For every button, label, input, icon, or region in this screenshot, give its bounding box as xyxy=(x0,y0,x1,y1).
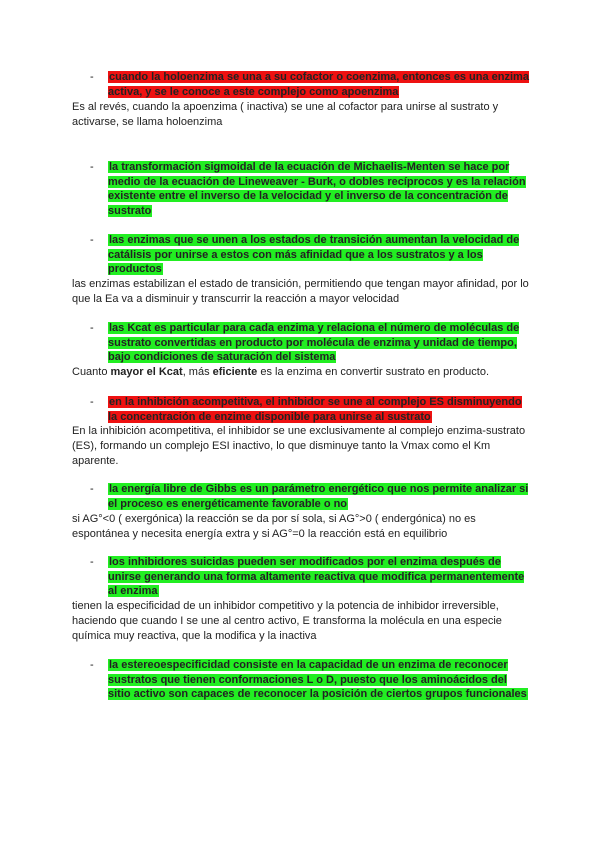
answer-text-7: tienen la especificidad de un inhibidor competitivo y la potencia de inhibidor irreversible, haciendo que cuando I se une al centro activo, E transforma la molécula en una especie química muy reactiva, que la modifica y la inactiva xyxy=(72,600,502,642)
statement-text-true xyxy=(108,160,530,218)
highlighted-statement: cuando la holoenzima se una a su cofactor o coenzima, entonces es una enzima activa, y se le conoce a este complejo como apoenzima xyxy=(108,71,529,98)
list-dash: - xyxy=(90,483,94,495)
list-dash: - xyxy=(90,234,94,246)
list-dash: - xyxy=(90,659,94,671)
answer-part: Cuanto xyxy=(72,366,111,378)
list-dash: - xyxy=(90,396,94,408)
statement-text-false xyxy=(108,395,530,424)
answer-text-3: las enzimas estabilizan el estado de transición, permitiendo que tengan mayor afinidad, por lo que la Ea va a disminuir y transcurrir la reacción a mayor velocidad xyxy=(72,278,529,305)
list-dash: - xyxy=(90,322,94,334)
answer-bold-kcat: mayor el Kcat xyxy=(110,366,183,378)
answer-text-4 xyxy=(72,365,532,380)
answer-text-1: Es al revés, cuando la apoenzima ( inactiva) se une al cofactor para unirse al sustrato y activarse, se llama holoenzima xyxy=(72,101,499,128)
highlighted-statement: la estereoespecificidad consiste en la capacidad de un enzima de reconocer sustratos que tienen conformaciones L o D, puesto que los aminoácidos del sitio activo son capaces de reconocer la posición de ciertos grupos funcionales xyxy=(108,659,527,700)
statement-text-false xyxy=(108,70,530,99)
statement-text-true xyxy=(108,321,530,365)
highlighted-statement: en la inhibición acompetitiva, el inhibidor se une al complejo ES disminuyendo la concentración de enzime disponible para unirse al sustrato xyxy=(108,396,522,423)
statement-text-true xyxy=(108,233,530,277)
list-dash: - xyxy=(90,161,94,173)
list-dash: - xyxy=(90,556,94,568)
answer-part: es la enzima en convertir sustrato en producto. xyxy=(257,366,490,378)
answer-bold-eficiente: eficiente xyxy=(212,366,258,378)
answer-text-5: En la inhibición acompetitiva, el inhibidor se une exclusivamente al complejo enzima-sustrato (ES), formando un complejo ESI inactivo, lo que disminuye tanto la Vmax como el Km aparente. xyxy=(72,425,526,467)
statement-text-true xyxy=(108,658,530,702)
highlighted-statement: la transformación sigmoidal de la ecuación de Michaelis-Menten se hace por medio de la ecuación de Lineweaver - Burk, o dobles recíprocos y es la relación existente entre el inverso de la velocidad y el inverso de la concentración de sustrato xyxy=(108,161,526,217)
answer-text-6: si AG°<0 ( exergónica) la reacción se da por sí sola, si AG°>0 ( endergónica) no es espontánea y necesita energía extra y si AG°=0 la reacción está en equilibrio xyxy=(72,513,476,540)
statement-text-true xyxy=(108,555,530,599)
statement-text-true xyxy=(108,482,530,511)
highlighted-statement: los inhibidores suicidas pueden ser modificados por el enzima después de unirse generando una forma altamente reactiva que modifica permanentemente al enzima xyxy=(108,556,525,597)
highlighted-statement: las Kcat es particular para cada enzima y relaciona el número de moléculas de sustrato convertidas en producto por molécula de enzima y unidad de tiempo, bajo condiciones de saturación del sistema xyxy=(108,322,520,363)
answer-part: , más xyxy=(182,366,213,378)
list-dash: - xyxy=(90,71,94,83)
highlighted-statement: las enzimas que se unen a los estados de transición aumentan la velocidad de catálisis por unirse a estos con más afinidad que a los sustratos y a los productos xyxy=(108,234,520,275)
highlighted-statement: la energía libre de Gibbs es un parámetro energético que nos permite analizar si el proceso es energéticamente favorable o no xyxy=(108,483,529,510)
